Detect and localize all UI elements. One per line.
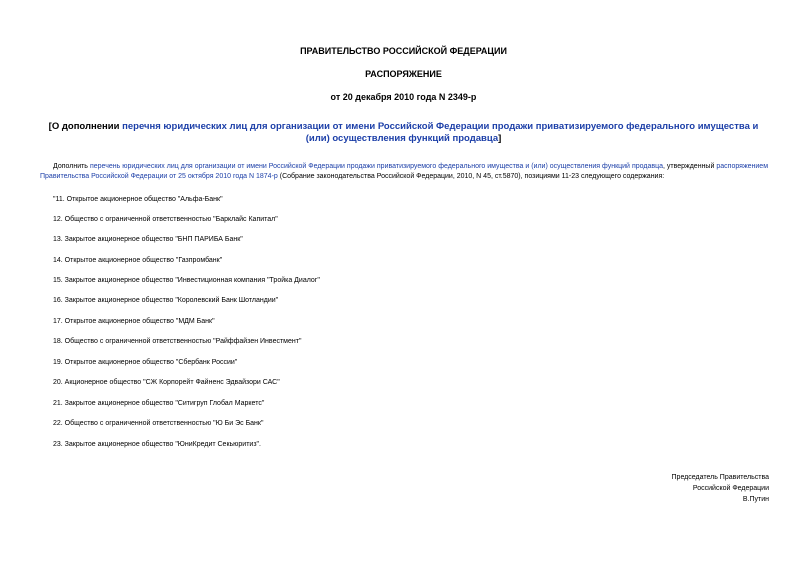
document-type-heading: РАСПОРЯЖЕНИЕ — [365, 69, 442, 79]
list-item: 15. Закрытое акционерное общество "Инвестиционная компания "Тройка Диалог" — [53, 277, 320, 284]
government-heading: ПРАВИТЕЛЬСТВО РОССИЙСКОЙ ФЕДЕРАЦИИ — [300, 46, 507, 56]
list-item: 16. Закрытое акционерное общество "Королевский Банк Шотландии" — [53, 297, 279, 304]
body-link-order[interactable]: распоряжением Правительства Российской Федерации от 25 октября 2010 года N 1874-р — [40, 163, 769, 180]
list-item: 14. Открытое акционерное общество "Газпромбанк" — [53, 257, 223, 264]
list-item: 12. Общество с ограниченной ответственностью "Барклайс Капитал" — [53, 216, 278, 223]
list-item: 18. Общество с ограниченной ответственностью "Райффайзен Инвестмент" — [53, 338, 302, 345]
body-paragraph — [40, 162, 768, 182]
document-date-number: от 20 декабря 2010 года N 2349-р — [330, 92, 477, 102]
list-item: "11. Открытое акционерное общество "Альфа-Банк" — [53, 196, 223, 203]
body-text-1: Дополнить — [53, 163, 90, 170]
signature-title: Председатель Правительства — [671, 474, 769, 481]
list-item: 13. Закрытое акционерное общество "БНП ПАРИБА Банк" — [53, 236, 243, 243]
list-item: 21. Закрытое акционерное общество "Ситигруп Глобал Маркетс" — [53, 400, 265, 407]
title-suffix: ] — [498, 133, 502, 144]
list-item: 20. Акционерное общество "СЖ Корпорейт Файненс Эдвайзори САС" — [53, 379, 280, 386]
signature-office: Российской Федерации — [692, 485, 769, 492]
list-item: 17. Открытое акционерное общество "МДМ Банк" — [53, 318, 215, 325]
list-item: 23. Закрытое акционерное общество "ЮниКредит Секьюритиз". — [53, 441, 261, 448]
title-prefix: [О дополнении — [48, 121, 123, 132]
body-link-list[interactable]: перечень юридических лиц для организации от имени Российской Федерации продажи приватизируемого федерального имущества и (или) осуществления функций продавца — [89, 163, 663, 170]
list-item: 22. Общество с ограниченной ответственностью "Ю Би Эс Банк" — [53, 420, 264, 427]
list-item: 19. Открытое акционерное общество "Сбербанк России" — [53, 359, 238, 366]
body-text-3: (Собрание законодательства Российской Федерации, 2010, N 45, ст.5870), позициями 11-23 следующего содержания: — [277, 173, 665, 180]
title-link[interactable]: перечня юридических лиц для организации от имени Российской Федерации продажи приватизируемого федерального имущества и (или) осуществления функций продавца — [122, 121, 759, 144]
body-text-2: , утвержденный — [662, 163, 717, 170]
document-title — [40, 121, 767, 145]
signature-name: В.Путин — [742, 496, 769, 503]
